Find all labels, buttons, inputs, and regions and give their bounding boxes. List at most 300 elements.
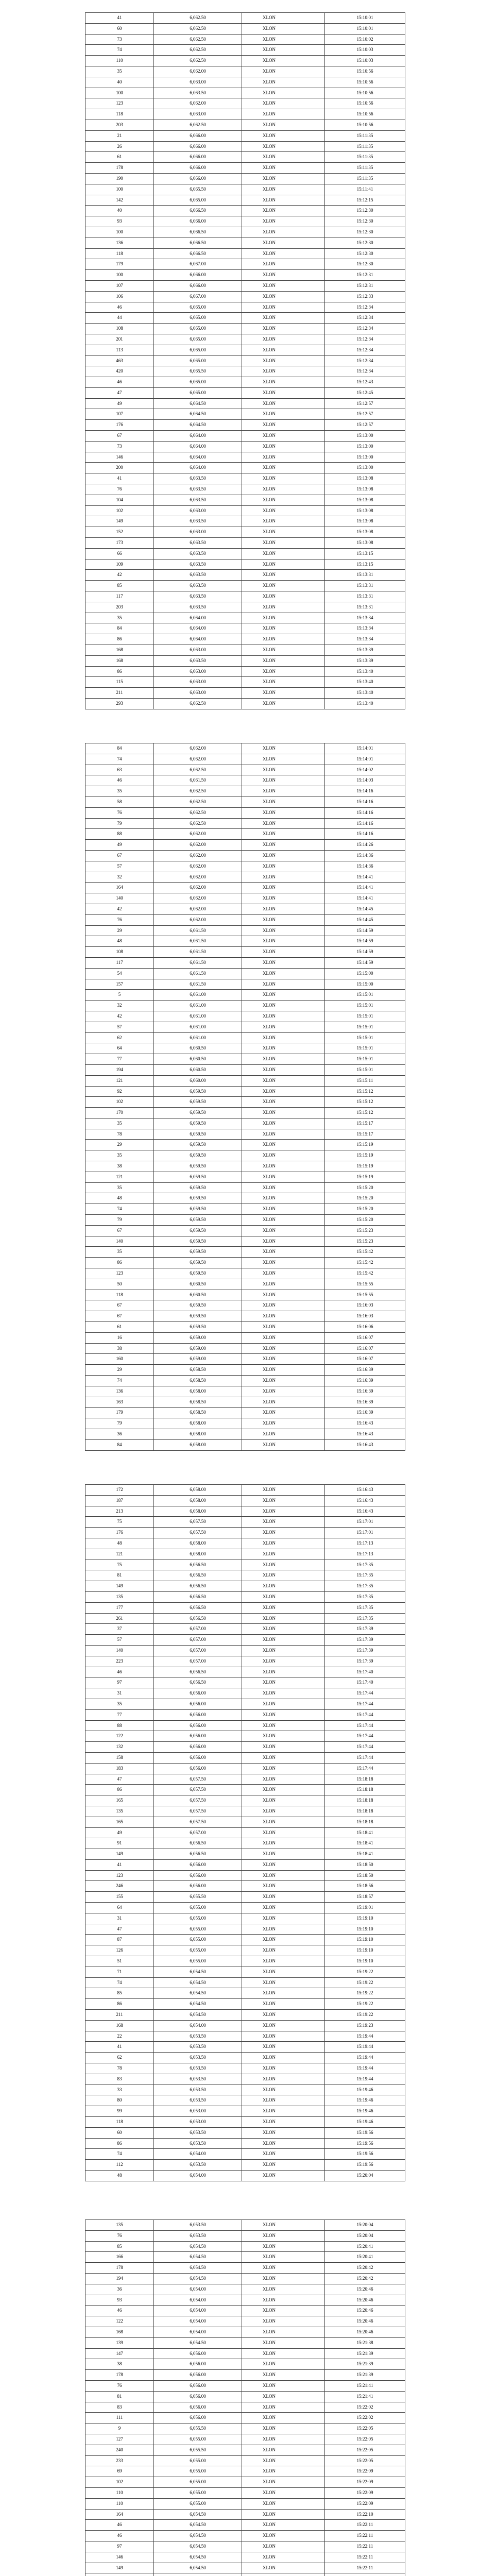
table-row <box>85 990 405 1001</box>
trade-venue: XLON <box>242 1742 325 1753</box>
trade-venue: XLON <box>242 291 325 302</box>
trade-venue: XLON <box>242 1418 325 1429</box>
trade-time: 15:16:39 <box>325 1376 405 1386</box>
trade-quantity: 139 <box>85 2337 154 2348</box>
trade-venue: XLON <box>242 1881 325 1892</box>
trade-quantity: 32 <box>85 872 154 883</box>
trade-time: 15:15:01 <box>325 1022 405 1032</box>
trade-quantity: 38 <box>85 2359 154 2370</box>
trade-quantity: 102 <box>85 2477 154 2488</box>
trade-price: 6,055.00 <box>154 1956 242 1967</box>
trade-venue: XLON <box>242 699 325 709</box>
table-row <box>85 1988 405 1999</box>
trade-venue: XLON <box>242 2306 325 2316</box>
trade-venue: XLON <box>242 861 325 872</box>
trade-time: 15:22:11 <box>325 2531 405 2541</box>
trade-price: 6,058.00 <box>154 1538 242 1549</box>
trade-quantity: 179 <box>85 1408 154 1418</box>
trade-price: 6,053.50 <box>154 2053 242 2063</box>
table-row <box>85 591 405 602</box>
trade-venue: XLON <box>242 216 325 227</box>
trade-venue: XLON <box>242 1656 325 1667</box>
table-row <box>85 677 405 688</box>
trade-quantity: 102 <box>85 1097 154 1108</box>
trade-time: 15:16:03 <box>325 1311 405 1322</box>
trade-price: 6,059.50 <box>154 1204 242 1215</box>
trade-quantity: 117 <box>85 957 154 968</box>
trade-time: 15:12:57 <box>325 420 405 431</box>
trade-venue: XLON <box>242 743 325 754</box>
trade-price: 6,062.00 <box>154 893 242 904</box>
trade-venue: XLON <box>242 2348 325 2359</box>
trade-venue: XLON <box>242 1108 325 1118</box>
table-row <box>85 345 405 355</box>
trade-price: 6,061.50 <box>154 979 242 990</box>
trade-time: 15:17:13 <box>325 1538 405 1549</box>
trade-venue: XLON <box>242 2138 325 2149</box>
table-row <box>85 473 405 484</box>
trade-quantity: 62 <box>85 1032 154 1043</box>
trade-price: 6,062.00 <box>154 850 242 861</box>
trade-venue: XLON <box>242 1064 325 1075</box>
table-row <box>85 2053 405 2063</box>
trade-price: 6,066.50 <box>154 238 242 248</box>
trade-time: 15:12:34 <box>325 345 405 355</box>
trade-time: 15:19:46 <box>325 2106 405 2117</box>
trade-price: 6,066.00 <box>154 141 242 152</box>
table-row <box>85 2149 405 2160</box>
trade-time: 15:17:01 <box>325 1517 405 1528</box>
trade-quantity: 146 <box>85 452 154 463</box>
trade-time: 15:18:57 <box>325 1892 405 1903</box>
trade-price: 6,056.50 <box>154 1677 242 1688</box>
trade-venue: XLON <box>242 1913 325 1924</box>
trade-price: 6,057.00 <box>154 1624 242 1635</box>
trade-quantity: 104 <box>85 495 154 505</box>
trade-time: 15:19:44 <box>325 2031 405 2042</box>
trade-price: 6,059.50 <box>154 1108 242 1118</box>
trade-quantity: 46 <box>85 2531 154 2541</box>
trade-venue: XLON <box>242 34 325 45</box>
trade-venue: XLON <box>242 1613 325 1624</box>
trade-price: 6,053.50 <box>154 2095 242 2106</box>
table-row <box>85 1635 405 1646</box>
trade-price: 6,063.50 <box>154 559 242 570</box>
table-row <box>85 1624 405 1635</box>
trade-quantity: 60 <box>85 2127 154 2138</box>
table-row <box>85 1999 405 2010</box>
trade-quantity: 87 <box>85 1935 154 1945</box>
table-row <box>85 1075 405 1086</box>
trade-time: 15:14:01 <box>325 743 405 754</box>
trade-venue: XLON <box>242 2127 325 2138</box>
table-row <box>85 1538 405 1549</box>
trade-time: 15:15:01 <box>325 1064 405 1075</box>
trade-venue: XLON <box>242 1075 325 1086</box>
trade-time: 15:18:50 <box>325 1870 405 1881</box>
trade-quantity: 31 <box>85 1688 154 1699</box>
table-row <box>85 2487 405 2498</box>
trade-price: 6,061.50 <box>154 775 242 786</box>
trade-price: 6,064.00 <box>154 623 242 634</box>
trade-price: 6,054.50 <box>154 2337 242 2348</box>
trade-time: 15:14:41 <box>325 893 405 904</box>
trade-quantity: 140 <box>85 1236 154 1247</box>
trade-price: 6,053.50 <box>154 2160 242 2171</box>
trade-price: 6,058.00 <box>154 1439 242 1450</box>
trade-venue: XLON <box>242 452 325 463</box>
table-row <box>85 195 405 206</box>
trade-time: 15:18:18 <box>325 1795 405 1806</box>
trade-time: 15:19:46 <box>325 2084 405 2095</box>
trade-price: 6,056.00 <box>154 2391 242 2402</box>
table-row <box>85 1376 405 1386</box>
trade-quantity: 32 <box>85 1001 154 1011</box>
table-row <box>85 2042 405 2053</box>
trade-price: 6,055.00 <box>154 2455 242 2466</box>
trade-venue: XLON <box>242 1581 325 1592</box>
trade-price: 6,062.50 <box>154 23 242 34</box>
trade-venue: XLON <box>242 2520 325 2531</box>
trade-venue: XLON <box>242 13 325 24</box>
table-row <box>85 280 405 291</box>
trade-venue: XLON <box>242 2402 325 2413</box>
trade-time: 15:14:59 <box>325 947 405 958</box>
trade-quantity: 118 <box>85 248 154 259</box>
trade-price: 6,063.00 <box>154 77 242 88</box>
trade-venue: XLON <box>242 1827 325 1838</box>
table-row <box>85 1763 405 1774</box>
trade-time: 15:19:23 <box>325 2020 405 2031</box>
trade-venue: XLON <box>242 1397 325 1408</box>
trade-venue: XLON <box>242 130 325 141</box>
table-row <box>85 1688 405 1699</box>
table-row <box>85 2020 405 2031</box>
trade-time: 15:21:39 <box>325 2370 405 2381</box>
trade-venue: XLON <box>242 796 325 807</box>
trade-time: 15:17:44 <box>325 1720 405 1731</box>
trade-price: 6,058.50 <box>154 1408 242 1418</box>
table-row <box>85 2031 405 2042</box>
trade-time: 15:17:35 <box>325 1560 405 1570</box>
table-row <box>85 2380 405 2391</box>
trade-price: 6,062.00 <box>154 883 242 893</box>
trade-quantity: 29 <box>85 1140 154 1150</box>
trade-price: 6,058.00 <box>154 1386 242 1397</box>
trade-time: 15:17:39 <box>325 1656 405 1667</box>
trade-price: 6,064.50 <box>154 420 242 431</box>
trade-quantity: 74 <box>85 1204 154 1215</box>
trade-price: 6,062.50 <box>154 120 242 130</box>
trade-quantity: 246 <box>85 1881 154 1892</box>
trade-time: 15:13:40 <box>325 699 405 709</box>
trade-venue: XLON <box>242 2074 325 2084</box>
trade-price: 6,054.00 <box>154 2295 242 2306</box>
trade-venue: XLON <box>242 2020 325 2031</box>
trade-time: 15:16:43 <box>325 1439 405 1450</box>
table-row <box>85 743 405 754</box>
trade-time: 15:20:42 <box>325 2273 405 2284</box>
trade-time: 15:14:45 <box>325 914 405 925</box>
trade-quantity: 176 <box>85 420 154 431</box>
table-row <box>85 2498 405 2509</box>
table-row <box>85 1656 405 1667</box>
trade-price: 6,056.00 <box>154 1699 242 1709</box>
trade-venue: XLON <box>242 1032 325 1043</box>
table-row <box>85 1528 405 1538</box>
trade-quantity: 107 <box>85 409 154 420</box>
trade-price: 6,066.00 <box>154 280 242 291</box>
trade-time: 15:10:56 <box>325 98 405 109</box>
trade-price: 6,057.00 <box>154 1827 242 1838</box>
table-row <box>85 1795 405 1806</box>
trade-time: 15:14:45 <box>325 904 405 914</box>
trade-time: 15:21:39 <box>325 2359 405 2370</box>
trade-price: 6,054.50 <box>154 1988 242 1999</box>
table-row <box>85 2563 405 2573</box>
table-row <box>85 786 405 797</box>
trade-quantity: 84 <box>85 1439 154 1450</box>
trade-time: 15:17:01 <box>325 1528 405 1538</box>
trade-venue: XLON <box>242 2149 325 2160</box>
trade-price: 6,057.50 <box>154 1785 242 1795</box>
trade-quantity: 48 <box>85 1193 154 1204</box>
trade-venue: XLON <box>242 56 325 66</box>
table-row <box>85 2455 405 2466</box>
trade-quantity: 54 <box>85 968 154 979</box>
trade-price: 6,063.00 <box>154 109 242 120</box>
trade-time: 15:22:05 <box>325 2434 405 2445</box>
trade-price: 6,063.50 <box>154 570 242 581</box>
trade-price: 6,062.00 <box>154 743 242 754</box>
table-row <box>85 2552 405 2563</box>
trade-price: 6,056.50 <box>154 1602 242 1613</box>
table-row <box>85 248 405 259</box>
trade-venue: XLON <box>242 1043 325 1054</box>
trade-quantity: 123 <box>85 1870 154 1881</box>
trade-quantity: 35 <box>85 1150 154 1161</box>
trade-venue: XLON <box>242 2337 325 2348</box>
trade-price: 6,056.00 <box>154 1870 242 1881</box>
trade-price: 6,054.00 <box>154 2306 242 2316</box>
trade-price: 6,062.00 <box>154 914 242 925</box>
table-row <box>85 1495 405 1506</box>
trade-price: 6,061.50 <box>154 968 242 979</box>
trade-venue: XLON <box>242 645 325 656</box>
trade-quantity: 77 <box>85 1054 154 1065</box>
trade-venue: XLON <box>242 2160 325 2171</box>
trade-time: 15:14:36 <box>325 861 405 872</box>
trade-quantity: 135 <box>85 1806 154 1817</box>
trade-time: 15:14:36 <box>325 850 405 861</box>
trade-time: 15:13:08 <box>325 505 405 516</box>
table-row <box>85 1108 405 1118</box>
trade-quantity: 111 <box>85 2413 154 2424</box>
trade-price: 6,055.50 <box>154 1892 242 1903</box>
trade-venue: XLON <box>242 2498 325 2509</box>
table-row <box>85 2095 405 2106</box>
table-row <box>85 505 405 516</box>
table-row <box>85 548 405 559</box>
trade-venue: XLON <box>242 1439 325 1450</box>
trade-price: 6,055.00 <box>154 2466 242 2477</box>
trade-time: 15:21:41 <box>325 2391 405 2402</box>
trade-price: 6,053.50 <box>154 2084 242 2095</box>
trade-venue: XLON <box>242 1322 325 1333</box>
trade-venue: XLON <box>242 548 325 559</box>
trade-time: 15:19:01 <box>325 1903 405 1913</box>
trade-quantity: 42 <box>85 570 154 581</box>
table-row <box>85 1570 405 1581</box>
table-row <box>85 2284 405 2295</box>
trade-venue: XLON <box>242 1300 325 1311</box>
table-row <box>85 98 405 109</box>
trade-price: 6,065.00 <box>154 324 242 334</box>
trade-time: 15:14:02 <box>325 765 405 775</box>
trade-quantity: 211 <box>85 2010 154 2021</box>
trade-price: 6,056.00 <box>154 1763 242 1774</box>
trade-time: 15:13:08 <box>325 516 405 527</box>
trade-price: 6,067.00 <box>154 291 242 302</box>
trade-quantity: 117 <box>85 591 154 602</box>
table-row <box>85 527 405 538</box>
table-row <box>85 1602 405 1613</box>
trade-quantity: 97 <box>85 2541 154 2552</box>
trade-venue: XLON <box>242 141 325 152</box>
table-row <box>85 1859 405 1870</box>
trade-time: 15:14:41 <box>325 872 405 883</box>
table-row <box>85 538 405 549</box>
trade-price: 6,062.00 <box>154 829 242 840</box>
table-row <box>85 1418 405 1429</box>
trade-time: 15:19:10 <box>325 1956 405 1967</box>
trade-price: 6,059.50 <box>154 1247 242 1258</box>
trade-quantity: 110 <box>85 56 154 66</box>
trade-quantity: 86 <box>85 2138 154 2149</box>
trade-time: 15:14:26 <box>325 840 405 851</box>
table-row <box>85 1881 405 1892</box>
trade-price: 6,054.50 <box>154 1999 242 2010</box>
trade-price: 6,063.50 <box>154 473 242 484</box>
trade-quantity: 50 <box>85 1279 154 1290</box>
trade-quantity: 76 <box>85 914 154 925</box>
trade-quantity: 203 <box>85 602 154 613</box>
trade-quantity: 57 <box>85 1022 154 1032</box>
trade-price: 6,059.50 <box>154 1258 242 1268</box>
trade-time: 15:10:56 <box>325 109 405 120</box>
trade-venue: XLON <box>242 1236 325 1247</box>
table-row <box>85 2337 405 2348</box>
table-row <box>85 1870 405 1881</box>
table-row <box>85 1667 405 1677</box>
trade-price: 6,059.50 <box>154 1129 242 1140</box>
trade-quantity: 66 <box>85 548 154 559</box>
table-row <box>85 1838 405 1849</box>
trade-venue: XLON <box>242 1097 325 1108</box>
trade-quantity: 61 <box>85 1322 154 1333</box>
table-row <box>85 1332 405 1343</box>
trade-quantity: 57 <box>85 1635 154 1646</box>
trade-price: 6,062.50 <box>154 818 242 829</box>
trade-time: 15:10:56 <box>325 77 405 88</box>
trade-price: 6,054.50 <box>154 2541 242 2552</box>
trade-venue: XLON <box>242 2370 325 2381</box>
trade-venue: XLON <box>242 1817 325 1827</box>
trade-price: 6,058.00 <box>154 1418 242 1429</box>
trade-quantity: 67 <box>85 1225 154 1236</box>
trade-time: 15:10:02 <box>325 34 405 45</box>
trade-venue: XLON <box>242 1150 325 1161</box>
trade-venue: XLON <box>242 1517 325 1528</box>
trade-price: 6,064.50 <box>154 398 242 409</box>
trade-time: 15:13:31 <box>325 591 405 602</box>
table-row <box>85 2263 405 2274</box>
table-row <box>85 1613 405 1624</box>
trade-quantity: 74 <box>85 754 154 765</box>
trade-price: 6,054.50 <box>154 1967 242 1977</box>
trade-time: 15:17:44 <box>325 1731 405 1742</box>
trade-venue: XLON <box>242 1602 325 1613</box>
trade-venue: XLON <box>242 2273 325 2284</box>
trade-time: 15:14:59 <box>325 957 405 968</box>
table-row <box>85 1311 405 1322</box>
trade-venue: XLON <box>242 387 325 398</box>
trade-venue: XLON <box>242 2031 325 2042</box>
trade-venue: XLON <box>242 1903 325 1913</box>
trade-price: 6,061.00 <box>154 1032 242 1043</box>
trade-quantity: 42 <box>85 904 154 914</box>
trade-venue: XLON <box>242 173 325 184</box>
trade-time: 15:15:42 <box>325 1268 405 1279</box>
trade-quantity: 97 <box>85 1677 154 1688</box>
trade-venue: XLON <box>242 1645 325 1656</box>
trade-venue: XLON <box>242 1560 325 1570</box>
trade-time: 15:10:01 <box>325 23 405 34</box>
trade-quantity: 46 <box>85 1667 154 1677</box>
trade-time: 15:18:41 <box>325 1827 405 1838</box>
trade-quantity: 149 <box>85 1849 154 1860</box>
trade-quantity: 176 <box>85 1528 154 1538</box>
table-row <box>85 1397 405 1408</box>
trade-price: 6,062.50 <box>154 13 242 24</box>
trade-price: 6,053.50 <box>154 2074 242 2084</box>
trade-time: 15:20:46 <box>325 2306 405 2316</box>
trade-quantity: 81 <box>85 2391 154 2402</box>
trade-venue: XLON <box>242 850 325 861</box>
table-row <box>85 1827 405 1838</box>
trade-quantity: 93 <box>85 216 154 227</box>
trade-time: 15:13:34 <box>325 634 405 645</box>
trades-table-4 <box>85 2219 405 2576</box>
trade-quantity: 41 <box>85 2042 154 2053</box>
trade-venue: XLON <box>242 1001 325 1011</box>
trade-quantity: 40 <box>85 77 154 88</box>
table-row <box>85 957 405 968</box>
trade-quantity: 122 <box>85 2316 154 2327</box>
trade-time: 15:17:44 <box>325 1699 405 1709</box>
trade-venue: XLON <box>242 1354 325 1365</box>
trade-venue: XLON <box>242 666 325 677</box>
table-row <box>85 77 405 88</box>
trade-time: 15:22:09 <box>325 2487 405 2498</box>
trade-time: 15:15:17 <box>325 1118 405 1129</box>
trade-price: 6,063.00 <box>154 505 242 516</box>
table-row <box>85 1054 405 1065</box>
table-row <box>85 2391 405 2402</box>
trade-quantity: 84 <box>85 743 154 754</box>
trade-price: 6,056.50 <box>154 1570 242 1581</box>
trade-price <box>154 2573 242 2576</box>
